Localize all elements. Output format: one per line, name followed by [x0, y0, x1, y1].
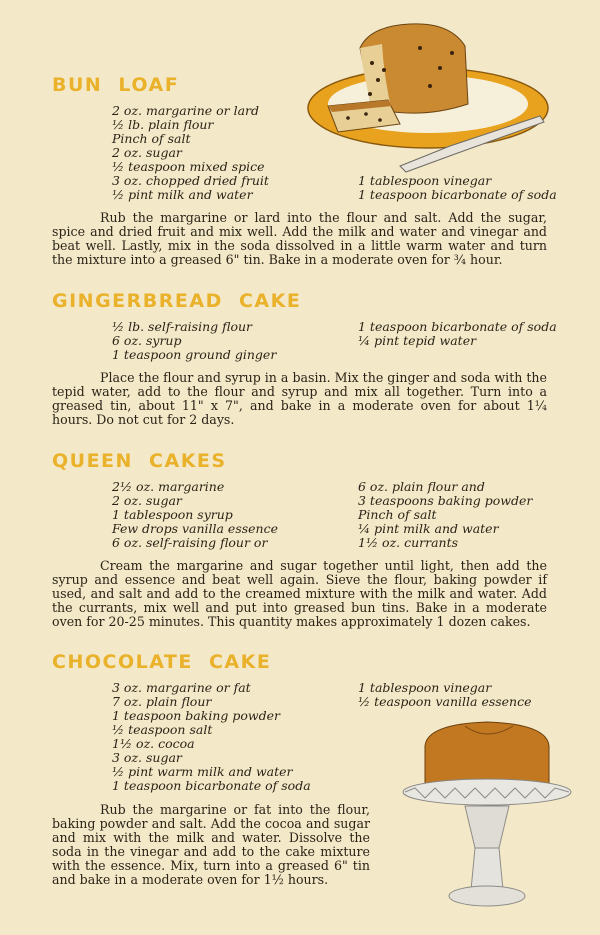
ingredient: 1 tablespoon vinegar — [358, 680, 492, 695]
recipe-title-gingerbread-cake: GINGERBREAD CAKE — [52, 290, 302, 312]
ingredient: 2 oz. sugar — [112, 493, 182, 508]
ingredient: 3 oz. sugar — [112, 750, 182, 765]
ingredient: 7 oz. plain flour — [112, 694, 212, 709]
ingredient: 3 oz. margarine or fat — [112, 680, 251, 695]
method-queen-cakes: Cream the margarine and sugar together until light, then add the syrup and essence and beat well again. Sieve the flour, baking powder if used, and salt and add to the creamed mixture with the milk and water. Add the currants, mix well and put into greased bun tins. Bake in a moderate oven for 20-25 minutes. This quantity makes approximately 1 dozen cakes. — [52, 558, 547, 629]
ingredients-left-chocolate-cake — [112, 681, 311, 793]
ingredient: ½ lb. plain flour — [112, 117, 214, 132]
ingredient: ½ teaspoon salt — [112, 722, 213, 737]
ingredient: Few drops vanilla essence — [112, 521, 279, 536]
ingredient: 1 teaspoon bicarbonate of soda — [358, 187, 557, 202]
ingredients-left-queen-cakes — [112, 480, 278, 550]
ingredient: 1 teaspoon bicarbonate of soda — [112, 778, 311, 793]
recipe-title-queen-cakes: QUEEN CAKES — [52, 450, 227, 472]
recipe-title-bun-loaf: BUN LOAF — [52, 74, 180, 96]
method-gingerbread-cake: Place the flour and syrup in a basin. Mix the ginger and soda with the tepid water, add to the flour and syrup and mix all together. Turn into a greased tin, about 11" x 7", and bake in a moderate oven for about 1¼ hours. Do not cut for 2 days. — [52, 370, 547, 427]
ingredient: ½ teaspoon mixed spice — [112, 159, 265, 174]
ingredients-right-chocolate-cake — [358, 681, 532, 709]
ingredient: Pinch of salt — [358, 507, 437, 522]
method-chocolate-cake: Rub the margarine or fat into the flour, baking powder and salt. Add the cocoa and sugar and mix with the milk and water. Dissolve the soda in the vinegar and add to the cake mixture with the essence. Mix, turn into a greased 6" tin and bake in a moderate oven for 1½ hours. — [52, 802, 370, 887]
ingredient: 3 oz. chopped dried fruit — [112, 173, 269, 188]
ingredients-right-queen-cakes — [358, 480, 532, 550]
ingredient: ½ pint milk and water — [112, 187, 253, 202]
ingredient: 2 oz. margarine or lard — [112, 103, 260, 118]
ingredient: Pinch of salt — [112, 131, 191, 146]
method-bun-loaf: Rub the margarine or lard into the flour and salt. Add the sugar, spice and dried fruit and mix well. Add the milk and water and vinegar and beat well. Lastly, mix in the soda dissolved in a little warm water and turn the mixture into a greased 6" tin. Bake in a moderate oven for ¾ hour. — [52, 210, 547, 267]
ingredients-right-bun-loaf — [358, 174, 557, 202]
ingredient: ½ lb. self-raising flour — [112, 319, 253, 334]
recipe-title-chocolate-cake: CHOCOLATE CAKE — [52, 651, 272, 673]
ingredient: 6 oz. self-raising flour or — [112, 535, 268, 550]
ingredient: 6 oz. syrup — [112, 333, 182, 348]
ingredient: 1½ oz. cocoa — [112, 736, 195, 751]
ingredient: 3 teaspoons baking powder — [358, 493, 533, 508]
ingredient: 1½ oz. currants — [358, 535, 459, 550]
ingredient: 2½ oz. margarine — [112, 479, 225, 494]
ingredient: 1 tablespoon vinegar — [358, 173, 492, 188]
ingredient: ¼ pint tepid water — [358, 333, 477, 348]
chocolate-cake-illustration — [395, 718, 580, 923]
ingredient: 1 teaspoon baking powder — [112, 708, 280, 723]
ingredients-right-gingerbread-cake — [358, 320, 557, 348]
ingredient: 1 teaspoon ground ginger — [112, 347, 277, 362]
ingredient: 1 tablespoon syrup — [112, 507, 233, 522]
ingredient: ½ teaspoon vanilla essence — [358, 694, 532, 709]
bun-loaf-illustration — [300, 8, 560, 183]
ingredient: 1 teaspoon bicarbonate of soda — [358, 319, 557, 334]
ingredient: 6 oz. plain flour and — [358, 479, 485, 494]
ingredient: 2 oz. sugar — [112, 145, 182, 160]
ingredients-left-bun-loaf — [112, 104, 269, 202]
ingredient: ½ pint warm milk and water — [112, 764, 293, 779]
ingredients-left-gingerbread-cake — [112, 320, 276, 362]
ingredient: ¼ pint milk and water — [358, 521, 499, 536]
